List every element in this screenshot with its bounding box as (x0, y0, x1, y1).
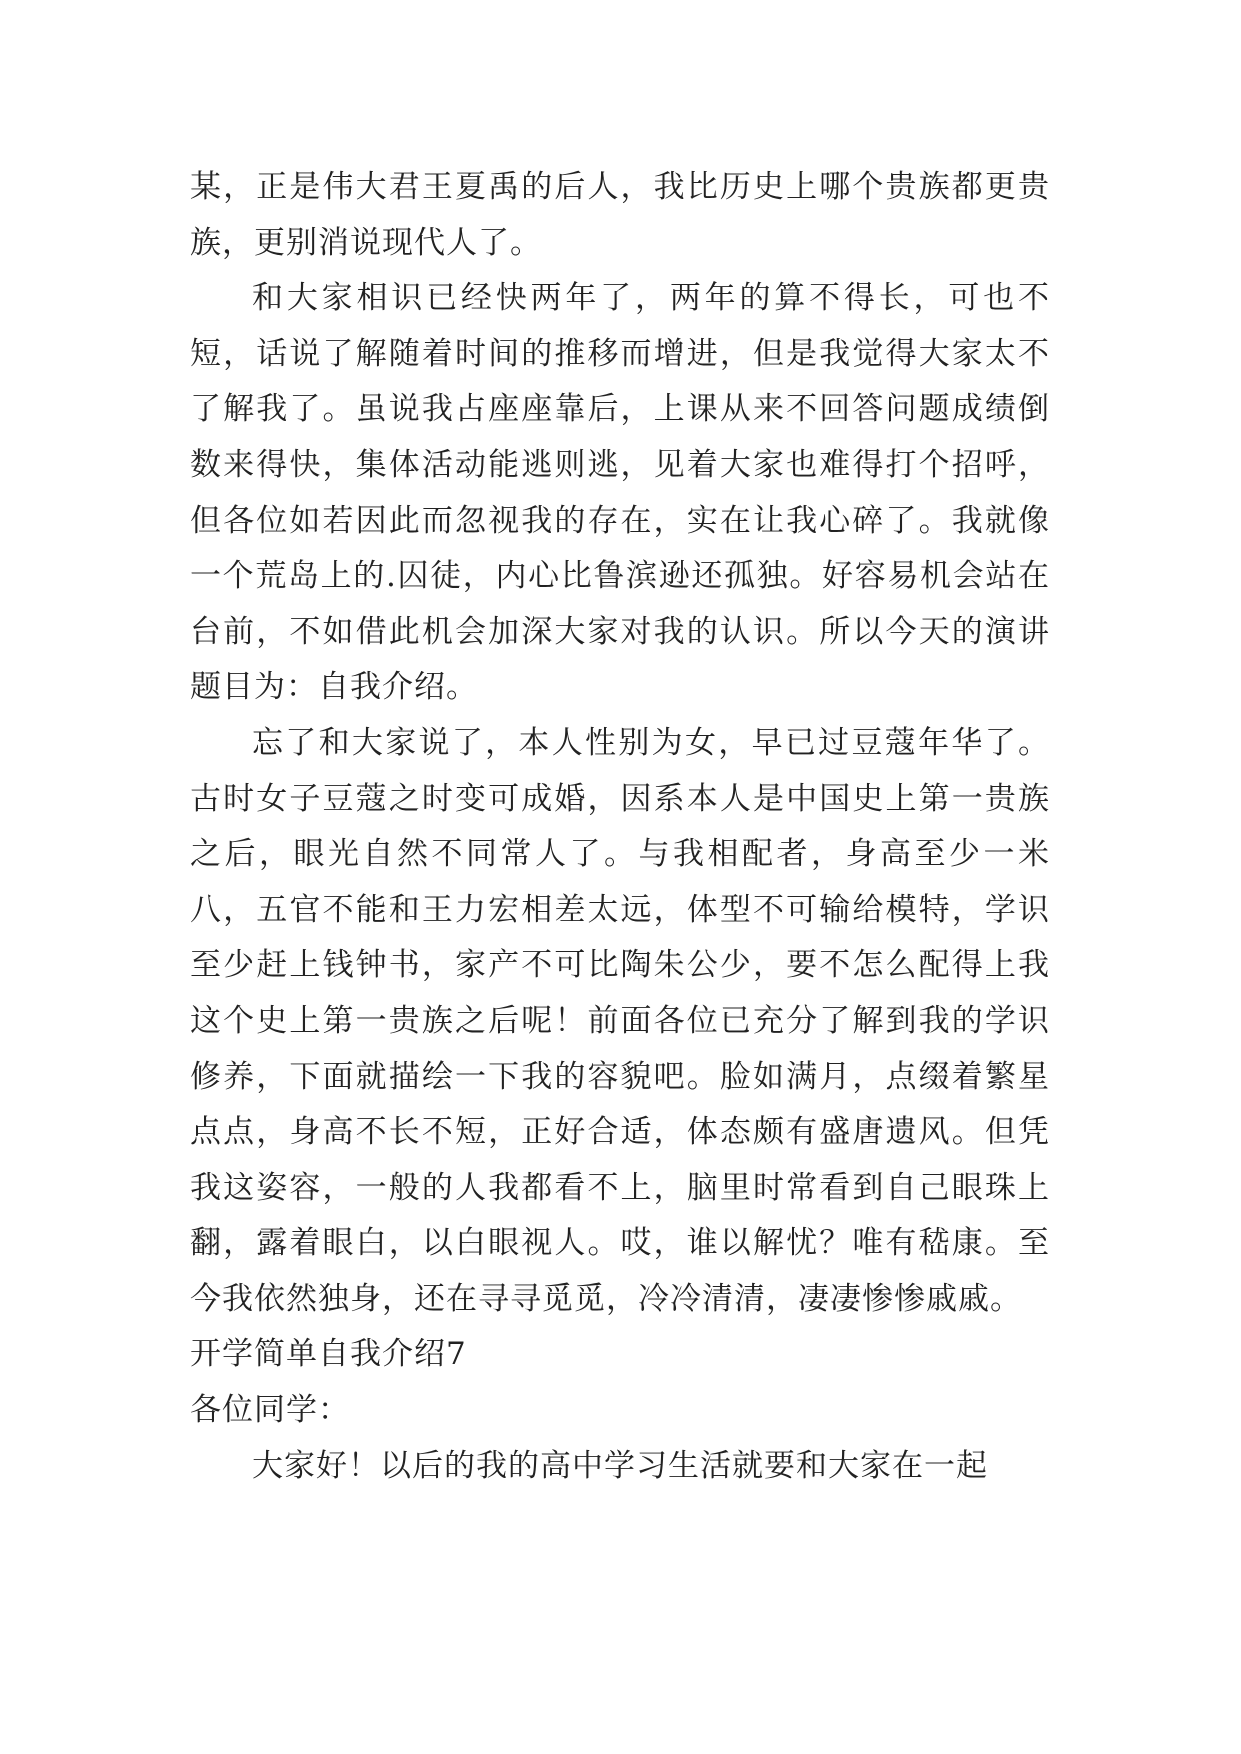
paragraph-continuation: 某，正是伟大君王夏禹的后人，我比历史上哪个贵族都更贵族，更别消说现代人了。 (190, 169, 1050, 261)
document-body (190, 160, 1050, 1494)
paragraph-acquaintance: 和大家相识已经快两年了，两年的算不得长，可也不短，话说了解随着时间的推移而增进，但是我觉得大家太不了解我了。虽说我占座座靠后，上课从来不回答问题成绩倒数来得快，集体活动能逃则逃，见着大家也难得打个招呼，但各位如若因此而忽视我的存在，实在让我心碎了。我就像一个荒岛上的.囚徒，内心比鲁滨逊还孤独。好容易机会站在台前，不如借此机会加深大家对我的认识。所以今天的演讲题目为：自我介绍。 (190, 280, 1050, 706)
paragraph-greeting: 大家好！以后的我的高中学习生活就要和大家在一起 (252, 1447, 988, 1484)
salutation: 各位同学： (190, 1392, 350, 1429)
section-heading: 开学简单自我介绍7 (190, 1336, 467, 1373)
paragraph-self-description: 忘了和大家说了，本人性别为女，早已过豆蔻年华了。古时女子豆蔻之时变可成婚，因系本人是中国史上第一贵族之后，眼光自然不同常人了。与我相配者，身高至少一米八，五官不能和王力宏相差太远，体型不可输给模特，学识至少赶上钱钟书，家产不可比陶朱公少，要不怎么配得上我这个史上第一贵族之后呢！前面各位已充分了解到我的学识修养，下面就描绘一下我的容貌吧。脸如满月，点缀着繁星点点，身高不长不短，正好合适，体态颇有盛唐遗风。但凭我这姿容，一般的人我都看不上，脑里时常看到自己眼珠上翻，露着眼白，以白眼视人。哎，谁以解忧？唯有嵇康。至今我依然独身，还在寻寻觅觅，冷冷清清，凄凄惨惨戚戚。 (190, 724, 1050, 1317)
